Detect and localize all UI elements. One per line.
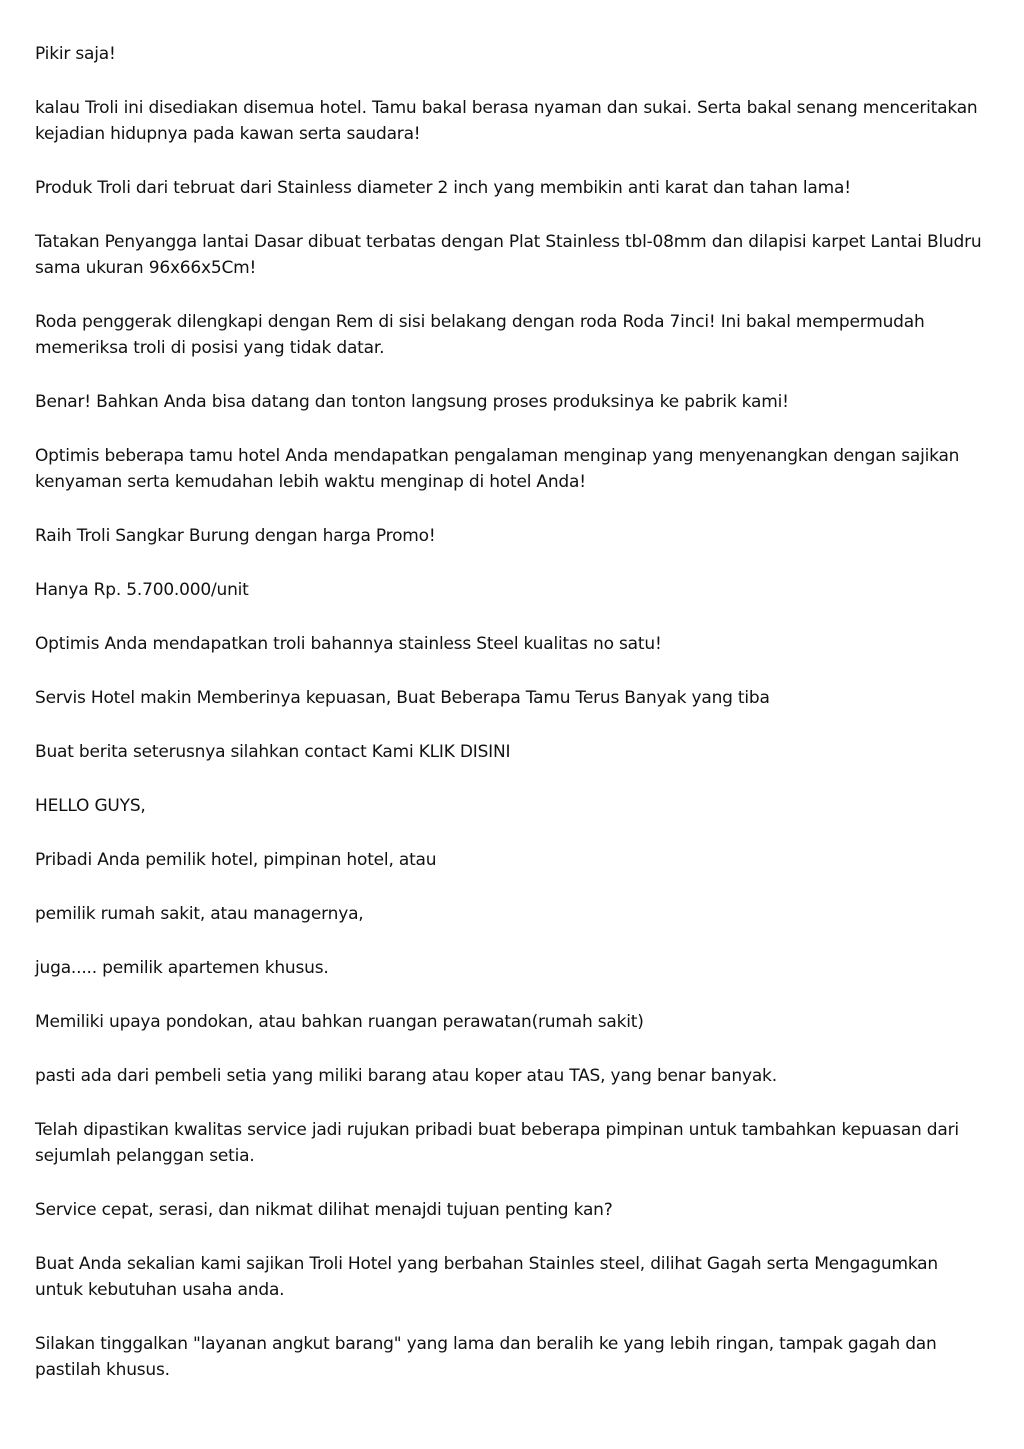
paragraph: Service cepat, serasi, dan nikmat dilihat menajdi tujuan penting kan? bbox=[35, 1200, 613, 1220]
paragraph: Raih Troli Sangkar Burung dengan harga Promo! bbox=[35, 526, 436, 546]
paragraph: pemilik rumah sakit, atau managernya, bbox=[35, 904, 364, 924]
paragraph: Servis Hotel makin Memberinya kepuasan, Buat Beberapa Tamu Terus Banyak yang tiba bbox=[35, 688, 770, 708]
paragraph: Memiliki upaya pondokan, atau bahkan ruangan perawatan(rumah sakit) bbox=[35, 1012, 644, 1032]
greeting: HELLO GUYS, bbox=[35, 796, 146, 816]
contact-paragraph: Buat berita seterusnya silahkan contact Kami KLIK DISINI bbox=[35, 742, 511, 762]
paragraph: Buat Anda sekalian kami sajikan Troli Hotel yang berbahan Stainles steel, dilihat Gagah serta Mengagumkan untuk kebutuhan usaha anda. bbox=[35, 1254, 938, 1300]
paragraph: Roda penggerak dilengkapi dengan Rem di sisi belakang dengan roda Roda 7inci! Ini bakal mempermudah memeriksa troli di posisi yang tidak datar. bbox=[35, 312, 925, 358]
paragraph: Benar! Bahkan Anda bisa datang dan tonton langsung proses produksinya ke pabrik kami! bbox=[35, 392, 789, 412]
paragraph: Pribadi Anda pemilik hotel, pimpinan hotel, atau bbox=[35, 850, 437, 870]
document-body bbox=[35, 41, 990, 1411]
price-text: Hanya Rp. 5.700.000/unit bbox=[35, 580, 249, 600]
paragraph: Pikir saja! bbox=[35, 44, 116, 64]
paragraph: juga..... pemilik apartemen khusus. bbox=[35, 958, 329, 978]
paragraph: pasti ada dari pembeli setia yang miliki barang atau koper atau TAS, yang benar banyak. bbox=[35, 1066, 777, 1086]
paragraph: Produk Troli dari tebruat dari Stainless diameter 2 inch yang membikin anti karat dan tahan lama! bbox=[35, 178, 851, 198]
paragraph: kalau Troli ini disediakan disemua hotel. Tamu bakal berasa nyaman dan sukai. Serta bakal senang menceritakan kejadian hidupnya pada kawan serta saudara! bbox=[35, 98, 978, 144]
paragraph: Optimis beberapa tamu hotel Anda mendapatkan pengalaman menginap yang menyenangkan dengan sajikan kenyaman serta kemudahan lebih waktu menginap di hotel Anda! bbox=[35, 446, 960, 492]
paragraph: Optimis Anda mendapatkan troli bahannya stainless Steel kualitas no satu! bbox=[35, 634, 662, 654]
paragraph: Telah dipastikan kwalitas service jadi rujukan pribadi buat beberapa pimpinan untuk tambahkan kepuasan dari sejumlah pelanggan setia. bbox=[35, 1120, 959, 1166]
paragraph: Tatakan Penyangga lantai Dasar dibuat terbatas dengan Plat Stainless tbl-08mm dan dilapisi karpet Lantai Bludru sama ukuran 96x66x5Cm! bbox=[35, 232, 982, 278]
paragraph: Silakan tinggalkan "layanan angkut barang" yang lama dan beralih ke yang lebih ringan, tampak gagah dan pastilah khusus. bbox=[35, 1334, 937, 1380]
